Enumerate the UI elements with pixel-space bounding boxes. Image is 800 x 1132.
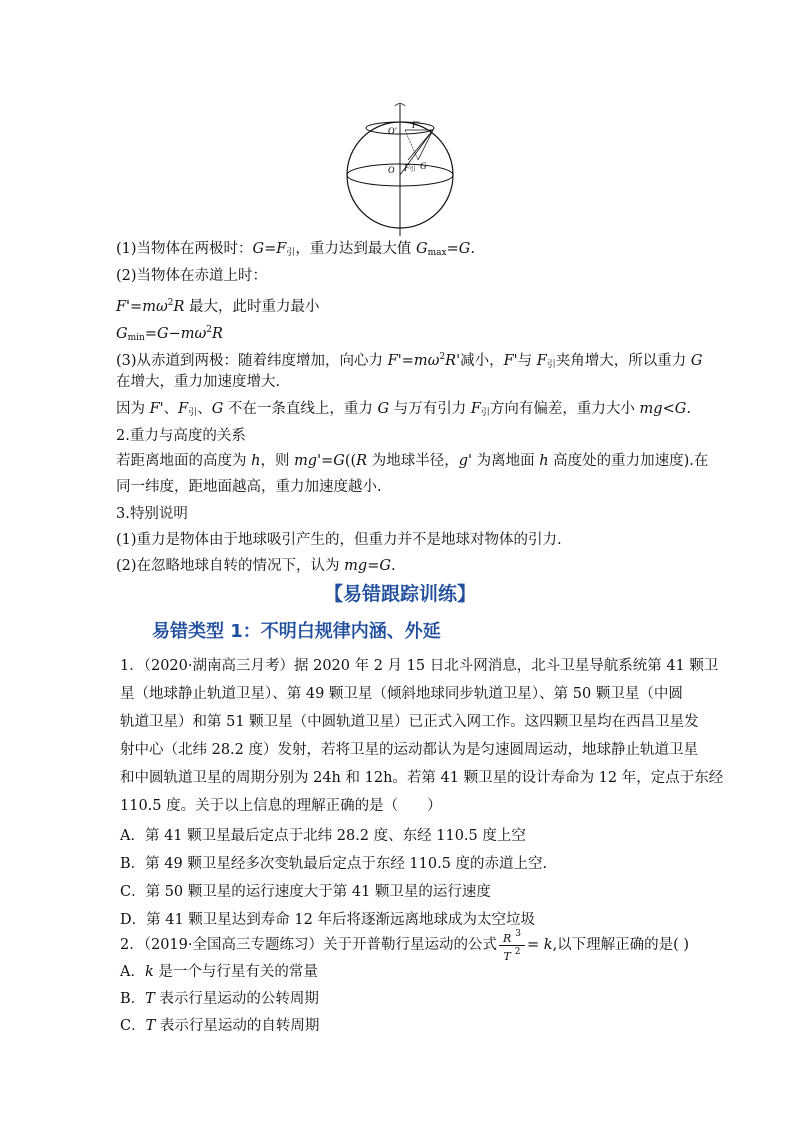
q1-stem-line: 轨道卫星）和第 51 颗卫星（中圆轨道卫星）已正式入网工作。这四颗卫星均在西昌卫星发 [120,714,699,730]
label-f-prime: F' [412,120,420,130]
label-f-yin: F引 [404,163,416,173]
para-direction-deviation: 因为 F'、$F_引$、G 不在一条直线上，重力 G 与万有引力 $F_引$方向有偏差，重力大小 mg<G. [116,401,691,418]
label-g: G [420,161,427,171]
q1-stem-line: 1．（2020·湖南高三月考）据 2020 年 2 月 15 日北斗网消息，北斗卫星导航系统第 41 颗卫 [120,658,719,674]
section-heading-height: 2.重力与高度的关系 [116,428,246,444]
error-type-heading: 易错类型 1：不明白规律内涵、外延 [152,621,441,642]
formula-f-prime: $F'=m\omega^2R$ 最大，此时重力最小 [116,298,320,315]
para-height-cont: 同一纬度，距地面越高，重力加速度越小. [116,479,382,495]
q1-option-d: D．第 41 颗卫星达到寿命 12 年后将逐渐远离地球成为太空垃圾 [120,912,535,928]
para-equator-to-poles-cont: 在增大，重力加速度增大. [116,374,281,390]
formula-g-min: $G_{min}=G-m\omega^2R$ [116,325,223,343]
para-equator: (2)当物体在赤道上时： [116,268,268,284]
para-special-2: (2)在忽略地球自转的情况下，认为 mg=G. [116,558,396,574]
q2-option-a: A．k 是一个与行星有关的常量 [120,964,318,980]
q1-stem-line: 和中圆轨道卫星的周期分别为 24h 和 12h。若第 41 颗卫星的设计寿命为 12 年，定点于东经 [120,770,724,786]
q1-option-b: B．第 49 颗卫星经多次变轨最后定点于东经 110.5 度的赤道上空. [120,856,548,872]
q1-option-c: C．第 50 颗卫星的运行速度大于第 41 颗卫星的运行速度 [120,884,491,900]
q2-stem: 2．（2019·全国高三专题练习）关于开普勒行星运动的公式 $\frac{R ^3}{T ^2}$ = k,以下理解正确的是( ) [120,928,690,963]
para-poles: (1)当物体在两极时：$G=F_引$，重力达到最大值 $G_{max}=G$. [116,241,475,258]
section-banner: 【易错跟踪训练】 [323,583,476,605]
q2-option-b: B．T 表示行星运动的公转周期 [120,991,319,1007]
section-heading-special: 3.特别说明 [116,506,188,522]
q1-stem-line: 射中心（北纬 28.2 度）发射，若将卫星的运动都认为是匀速圆周运动，地球静止轨道卫星 [120,742,698,758]
earth-gravity-diagram [340,98,470,238]
q2-option-c: C．T 表示行星运动的自转周期 [120,1018,320,1034]
para-special-1: (1)重力是物体由于地球吸引产生的，但重力并不是地球对物体的引力. [116,532,562,548]
label-o-prime: O' [388,126,397,136]
q1-option-a: A．第 41 颗卫星最后定点于北纬 28.2 度、东经 110.5 度上空 [120,828,526,844]
q1-stem-line: 110.5 度。关于以上信息的理解正确的是（ ） [120,798,442,814]
para-equator-to-poles: (3)从赤道到两极：随着纬度增加，向心力 $F'=m\omega^2R'$减小，F'与 $F_引$夹角增大，所以重力 G [116,352,703,370]
para-height-formula: 若距离地面的高度为 h，则 mg'=G((R 为地球半径，g' 为离地面 h 高度处的重力加速度).在 [116,453,709,469]
q1-stem-line: 星（地球静止轨道卫星）、第 49 颗卫星（倾斜地球同步轨道卫星）、第 50 颗卫星（中圆 [120,686,683,702]
label-o: O [388,165,395,175]
kepler-fraction: $\frac{R ^3}{T ^2}$ [499,928,525,963]
